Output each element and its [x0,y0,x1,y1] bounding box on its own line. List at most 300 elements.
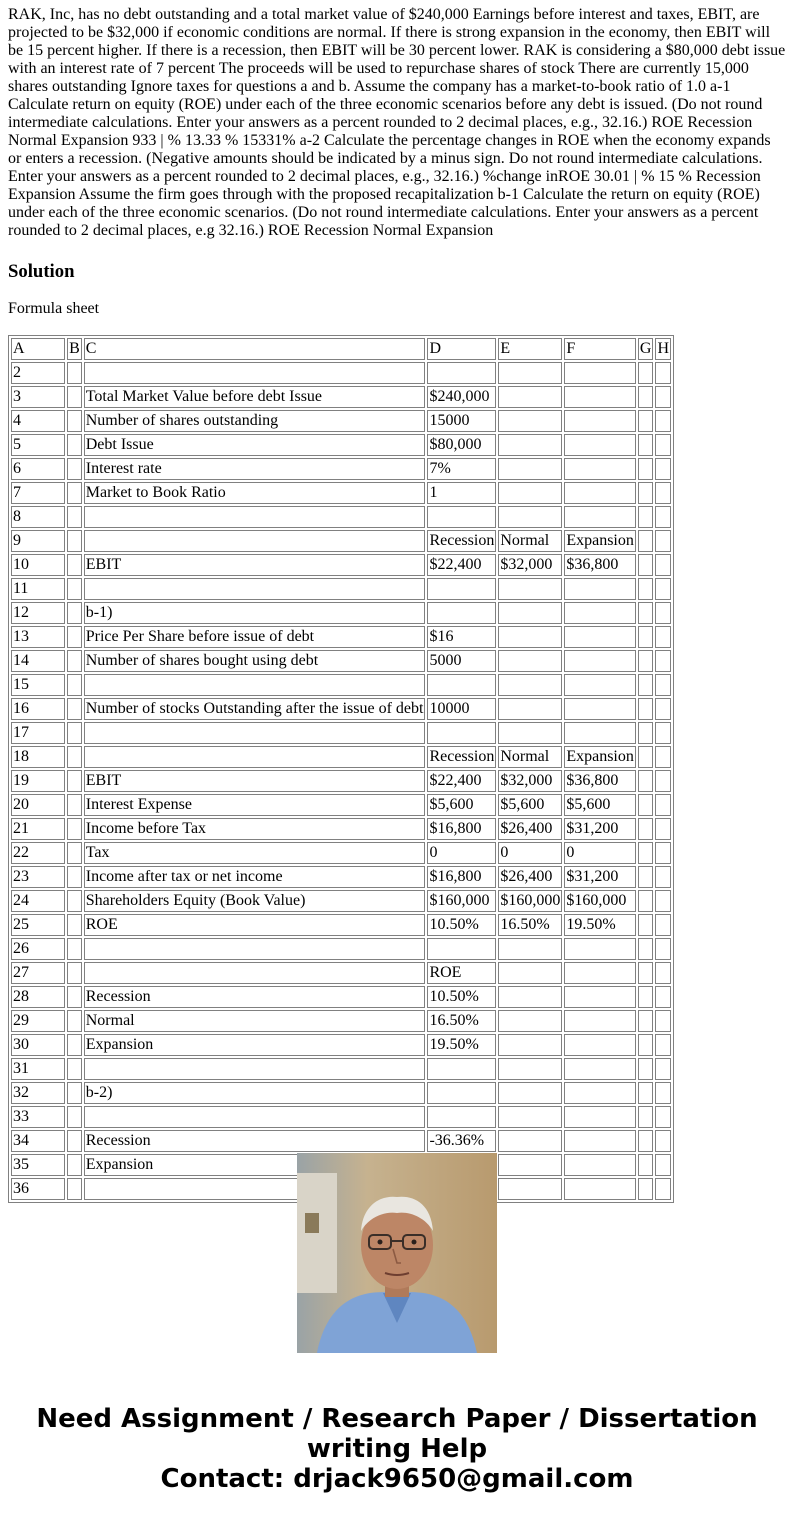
question-text: RAK, Inc, has no debt outstanding and a total market value of $240,000 Earnings before interest and taxes, EBIT, are projected to be $32,000 if economic conditions are normal. If there is strong expansion in the economy, then EBIT will be 15 percent higher. If there is a recession, then EBIT will be 30 percent lower. RAK is considering a $80,000 debt issue with an interest rate of 7 percent The proceeds will be used to repurchase shares of stock There are currently 15,000 shares outstanding Ignore taxes for questions a and b. Assume the company has a market-to-book ratio of 1.0 a-1 Calculate return on equity (ROE) under each of the three economic scenarios before any debt is issued. (Do not round intermediate calculations. Enter your answers as a percent rounded to 2 decimal places, e.g., 32.16.) ROE Recession Normal Expansion 933 | % 13.33 % 15331% a-2 Calculate the percentage changes in ROE when the economy expands or enters a recession. (Negative amounts should be indicated by a minus sign. Do not round intermediate calculations. Enter your answers as a percent rounded to 2 decimal places, e.g., 32.16.) %change inROE 30.01 | % 15 % Recession Expansion Assume the firm goes through with the proposed recapitalization b-1 Calculate the return on equity (ROE) under each of the three economic scenarios. (Do not round intermediate calculations. Enter your answers as a percent rounded to 2 decimal places, e.g 32.16.) ROE Recession Normal Expansion [8,6,786,239]
sheet-cell [67,578,82,600]
sheet-cell [498,1106,562,1128]
sheet-cell [638,386,654,408]
sheet-cell: $36,800 [564,770,636,792]
sheet-row [11,914,671,936]
sheet-cell [498,386,562,408]
sheet-cell: 17 [11,722,65,744]
sheet-row [11,1130,671,1152]
sheet-cell: 28 [11,986,65,1008]
sheet-cell [427,362,496,384]
sheet-cell: $240,000 [427,386,496,408]
sheet-cell [638,890,654,912]
sheet-row [11,1010,671,1032]
sheet-cell: 15 [11,674,65,696]
sheet-cell [655,866,671,888]
sheet-cell [427,674,496,696]
sheet-cell [655,1154,671,1176]
sheet-cell [498,1010,562,1032]
sheet-cell [84,962,426,984]
author-avatar [297,1153,497,1353]
sheet-cell [564,650,636,672]
sheet-row [11,746,671,768]
sheet-cell: EBIT [84,554,426,576]
sheet-row [11,410,671,432]
sheet-row [11,386,671,408]
formula-spreadsheet [8,335,674,1203]
sheet-cell [498,506,562,528]
sheet-cell [427,1106,496,1128]
sheet-cell [638,626,654,648]
sheet-cell: Normal [84,1010,426,1032]
sheet-cell: Recession [84,1130,426,1152]
sheet-cell: 19 [11,770,65,792]
sheet-cell: 27 [11,962,65,984]
sheet-cell [655,506,671,528]
sheet-cell: Number of stocks Outstanding after the issue of debt [84,698,426,720]
sheet-cell [498,962,562,984]
sheet-cell: 32 [11,1082,65,1104]
sheet-row [11,938,671,960]
sheet-cell: Market to Book Ratio [84,482,426,504]
author-portrait-image [297,1153,497,1353]
sheet-cell [67,890,82,912]
sheet-cell [67,1082,82,1104]
sheet-cell [655,1010,671,1032]
sheet-cell [655,434,671,456]
sheet-cell: b-1) [84,602,426,624]
sheet-cell: $80,000 [427,434,496,456]
sheet-cell [638,410,654,432]
sheet-cell: 35 [11,1154,65,1176]
sheet-cell: $26,400 [498,818,562,840]
sheet-cell [655,962,671,984]
sheet-cell [427,506,496,528]
sheet-cell [427,938,496,960]
sheet-cell [564,506,636,528]
sheet-cell: F [564,338,636,360]
sheet-cell: 1 [427,482,496,504]
sheet-cell [84,506,426,528]
sheet-cell [67,1010,82,1032]
sheet-cell [638,1106,654,1128]
sheet-cell: Income after tax or net income [84,866,426,888]
sheet-row [11,674,671,696]
sheet-cell [67,794,82,816]
sheet-cell: $22,400 [427,770,496,792]
sheet-cell: D [427,338,496,360]
sheet-cell [655,842,671,864]
sheet-cell: Expansion [84,1034,426,1056]
sheet-cell [427,1082,496,1104]
sheet-cell: 7% [427,458,496,480]
sheet-cell: 12 [11,602,65,624]
sheet-cell [498,410,562,432]
sheet-cell [564,1010,636,1032]
sheet-cell [655,1082,671,1104]
sheet-cell: -36.36% [427,1130,496,1152]
sheet-cell [498,650,562,672]
sheet-cell: G [638,338,654,360]
sheet-row [11,578,671,600]
sheet-row [11,842,671,864]
sheet-row [11,650,671,672]
sheet-cell [67,506,82,528]
sheet-cell: ROE [427,962,496,984]
spreadsheet-viewport [8,335,674,1197]
sheet-row [11,1082,671,1104]
sheet-cell [84,530,426,552]
sheet-cell [67,410,82,432]
promo-contact[interactable]: Contact: drjack9650@gmail.com [160,1464,634,1494]
sheet-cell [84,1058,426,1080]
sheet-cell [655,410,671,432]
sheet-cell [564,674,636,696]
solution-heading: Solution [8,261,75,282]
sheet-cell: 3 [11,386,65,408]
sheet-row [11,890,671,912]
sheet-cell: 5 [11,434,65,456]
sheet-cell: $160,000 [564,890,636,912]
sheet-cell: $36,800 [564,554,636,576]
sheet-cell: 30 [11,1034,65,1056]
sheet-cell: 16 [11,698,65,720]
sheet-cell [67,866,82,888]
sheet-cell [638,698,654,720]
sheet-cell: Expansion [564,530,636,552]
sheet-cell: Normal [498,530,562,552]
sheet-cell [498,626,562,648]
sheet-cell [638,818,654,840]
sheet-cell [655,554,671,576]
sheet-cell: 23 [11,866,65,888]
sheet-cell: Number of shares bought using debt [84,650,426,672]
sheet-cell: 6 [11,458,65,480]
sheet-cell: $16,800 [427,818,496,840]
sheet-cell [498,482,562,504]
sheet-row [11,962,671,984]
sheet-cell [564,1034,636,1056]
sheet-cell: 15000 [427,410,496,432]
sheet-cell: A [11,338,65,360]
sheet-cell [655,938,671,960]
sheet-cell: 21 [11,818,65,840]
sheet-cell: $31,200 [564,866,636,888]
sheet-cell [427,1058,496,1080]
sheet-cell [67,554,82,576]
sheet-cell [638,1154,654,1176]
sheet-cell: Tax [84,842,426,864]
sheet-row [11,506,671,528]
sheet-cell [67,1130,82,1152]
sheet-cell [655,1058,671,1080]
sheet-cell [564,434,636,456]
sheet-cell [638,1178,654,1200]
sheet-cell [564,410,636,432]
sheet-cell [427,578,496,600]
sheet-cell [67,1154,82,1176]
sheet-cell: 20 [11,794,65,816]
sheet-cell: C [84,338,426,360]
sheet-cell [564,722,636,744]
sheet-row [11,554,671,576]
sheet-cell [655,362,671,384]
sheet-cell [564,362,636,384]
sheet-cell [67,914,82,936]
sheet-cell: ROE [84,914,426,936]
sheet-cell [67,818,82,840]
sheet-cell [67,650,82,672]
sheet-cell [67,962,82,984]
sheet-cell [564,938,636,960]
sheet-cell: 33 [11,1106,65,1128]
sheet-cell [84,578,426,600]
sheet-cell [498,1154,562,1176]
sheet-cell: $160,000 [427,890,496,912]
sheet-cell [67,362,82,384]
sheet-cell: B [67,338,82,360]
sheet-cell [638,1130,654,1152]
sheet-cell [638,746,654,768]
sheet-cell [67,626,82,648]
sheet-row [11,530,671,552]
sheet-cell [638,578,654,600]
sheet-cell: 10 [11,554,65,576]
sheet-cell: $16,800 [427,866,496,888]
sheet-cell: 31 [11,1058,65,1080]
sheet-cell: Number of shares outstanding [84,410,426,432]
sheet-cell [638,866,654,888]
sheet-row [11,1034,671,1056]
sheet-cell: Expansion [84,1154,426,1176]
sheet-row [11,818,671,840]
sheet-cell: 5000 [427,650,496,672]
sheet-row [11,434,671,456]
sheet-cell [655,818,671,840]
sheet-cell [655,674,671,696]
sheet-cell [67,386,82,408]
sheet-cell [564,1130,636,1152]
sheet-cell [638,962,654,984]
sheet-cell: 36 [11,1178,65,1200]
sheet-row [11,794,671,816]
sheet-cell [638,1058,654,1080]
sheet-cell: 0 [564,842,636,864]
sheet-cell [498,1034,562,1056]
sheet-cell: EBIT [84,770,426,792]
sheet-cell [638,938,654,960]
sheet-cell [67,938,82,960]
sheet-cell: $5,600 [498,794,562,816]
sheet-cell [67,1058,82,1080]
sheet-cell: 0 [498,842,562,864]
sheet-cell: 9 [11,530,65,552]
sheet-cell [655,794,671,816]
sheet-cell: 10000 [427,698,496,720]
promo-line-2: writing Help [306,1434,488,1464]
sheet-cell: 4 [11,410,65,432]
sheet-cell [498,362,562,384]
sheet-cell: H [655,338,671,360]
sheet-cell: 24 [11,890,65,912]
sheet-cell: Expansion [564,746,636,768]
sheet-cell: Total Market Value before debt Issue [84,386,426,408]
sheet-cell: b-2) [84,1082,426,1104]
sheet-row [11,1106,671,1128]
sheet-cell [427,722,496,744]
sheet-cell [564,482,636,504]
sheet-cell: Normal [498,746,562,768]
sheet-cell [638,434,654,456]
sheet-cell [564,602,636,624]
sheet-cell [498,722,562,744]
promo-banner [0,1404,794,1494]
formula-sheet-label: Formula sheet [8,300,100,317]
sheet-cell [638,650,654,672]
sheet-row [11,338,671,360]
sheet-cell: $5,600 [564,794,636,816]
sheet-cell [564,626,636,648]
sheet-cell: $26,400 [498,866,562,888]
sheet-cell [655,770,671,792]
sheet-cell [638,722,654,744]
sheet-cell: $16 [427,626,496,648]
sheet-cell: 11 [11,578,65,600]
sheet-row [11,866,671,888]
sheet-cell [638,602,654,624]
sheet-cell [564,578,636,600]
sheet-cell [655,986,671,1008]
sheet-row [11,722,671,744]
sheet-cell: $32,000 [498,770,562,792]
sheet-cell: 25 [11,914,65,936]
sheet-cell: Shareholders Equity (Book Value) [84,890,426,912]
sheet-cell [638,530,654,552]
sheet-cell [638,1010,654,1032]
sheet-cell: 14 [11,650,65,672]
sheet-cell: $160,000 [498,890,562,912]
sheet-cell [67,770,82,792]
sheet-cell [67,698,82,720]
sheet-cell [67,842,82,864]
sheet-cell: 10.50% [427,986,496,1008]
sheet-row [11,458,671,480]
sheet-cell [655,530,671,552]
sheet-cell: 19.50% [427,1034,496,1056]
sheet-cell: Interest rate [84,458,426,480]
sheet-cell [638,986,654,1008]
sheet-cell [564,1082,636,1104]
sheet-cell [498,602,562,624]
sheet-cell: $5,600 [427,794,496,816]
sheet-cell: 16.50% [498,914,562,936]
sheet-cell [498,986,562,1008]
sheet-cell [67,986,82,1008]
sheet-cell [67,458,82,480]
sheet-cell [564,962,636,984]
sheet-cell: $22,400 [427,554,496,576]
sheet-cell [655,650,671,672]
sheet-row [11,602,671,624]
sheet-cell [498,674,562,696]
sheet-cell [638,482,654,504]
sheet-cell [564,698,636,720]
sheet-cell [564,458,636,480]
sheet-cell [655,746,671,768]
sheet-cell [564,1154,636,1176]
sheet-cell [655,698,671,720]
sheet-cell [638,506,654,528]
sheet-row [11,698,671,720]
sheet-cell [67,482,82,504]
sheet-cell [564,1178,636,1200]
sheet-cell [498,1130,562,1152]
sheet-cell: 29 [11,1010,65,1032]
sheet-cell [655,914,671,936]
sheet-cell: Recession [84,986,426,1008]
sheet-cell [564,1058,636,1080]
sheet-cell: 18 [11,746,65,768]
sheet-cell [564,386,636,408]
sheet-cell [638,674,654,696]
sheet-cell [67,1106,82,1128]
sheet-cell [498,458,562,480]
sheet-row [11,770,671,792]
sheet-cell: 8 [11,506,65,528]
sheet-cell [67,722,82,744]
sheet-cell [655,602,671,624]
sheet-cell [84,362,426,384]
sheet-cell [498,698,562,720]
sheet-cell [655,458,671,480]
sheet-cell [67,434,82,456]
sheet-cell [655,386,671,408]
sheet-cell: E [498,338,562,360]
sheet-cell [655,1106,671,1128]
sheet-cell: $31,200 [564,818,636,840]
sheet-cell [638,362,654,384]
sheet-cell [67,602,82,624]
sheet-cell [84,674,426,696]
sheet-cell: Recession [427,530,496,552]
sheet-cell: Recession [427,746,496,768]
sheet-cell [638,770,654,792]
sheet-cell [655,578,671,600]
sheet-cell [427,602,496,624]
sheet-row [11,626,671,648]
sheet-row [11,482,671,504]
sheet-cell: 0 [427,842,496,864]
sheet-cell [498,434,562,456]
sheet-cell [498,578,562,600]
sheet-cell [564,1106,636,1128]
sheet-cell [655,890,671,912]
sheet-cell [498,1058,562,1080]
sheet-cell [498,1082,562,1104]
sheet-cell [655,626,671,648]
sheet-cell [498,1178,562,1200]
sheet-cell [67,1178,82,1200]
sheet-cell [638,458,654,480]
sheet-row [11,362,671,384]
sheet-cell [84,722,426,744]
sheet-cell [655,1130,671,1152]
sheet-cell [638,794,654,816]
sheet-cell: 26 [11,938,65,960]
sheet-cell [67,674,82,696]
sheet-cell [564,986,636,1008]
sheet-cell: 22 [11,842,65,864]
sheet-row [11,986,671,1008]
